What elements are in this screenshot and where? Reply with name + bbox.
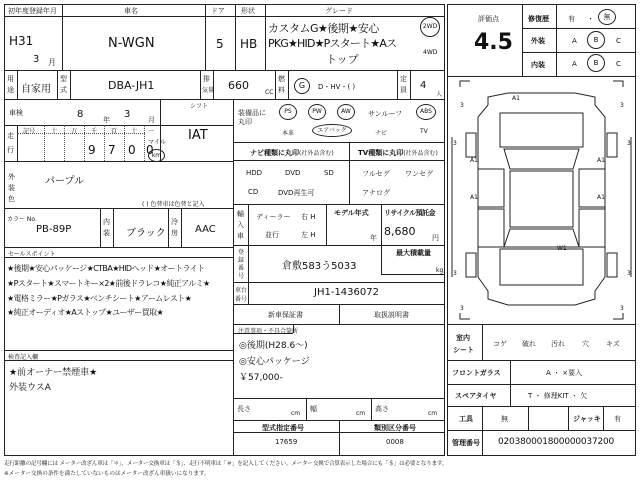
import-dealer: ディーラー	[256, 213, 291, 221]
class-number: 0008	[386, 438, 404, 446]
mileage-header-2: 万	[71, 128, 78, 135]
max-load-label: 最大積載量	[396, 249, 431, 257]
diagram-corner-1: 3	[460, 102, 464, 109]
diagram-mark-a1-right-1: A1	[597, 157, 605, 164]
body-shape: HB	[240, 37, 258, 51]
reg-number: 倉敷583う5033	[282, 261, 357, 272]
tv-header: TV種類に丸印(社外品含む)	[358, 149, 438, 157]
interior-grade-a: A	[572, 60, 577, 68]
height-label: 高さ	[375, 405, 389, 413]
option-leather: 本革	[282, 130, 295, 137]
first-reg-month: 3	[33, 54, 40, 65]
interior-label-2: 装	[103, 229, 110, 237]
option-tv: TV	[420, 128, 428, 135]
owners-manual: 取扱説明書	[374, 311, 409, 319]
car-name: N-WGN	[108, 36, 155, 51]
reg-label-4: 号	[238, 273, 245, 280]
defect-line-1: ◎後期(H28.6～)	[239, 341, 308, 351]
capacity-unit: 人	[436, 91, 443, 98]
interior-seat-label-1: 室内	[456, 334, 470, 342]
interior-grade-b-circle: B	[587, 54, 605, 72]
import-label-3: 車	[237, 232, 244, 240]
model-value: DBA-JH1	[108, 79, 155, 92]
import-right-hand: 右 H	[301, 213, 316, 221]
diagram-mark-w1: W1	[557, 245, 567, 252]
exterior-grade-a: A	[572, 37, 577, 45]
chassis-label-2: 番号	[235, 296, 248, 303]
reg-label-3: 番	[238, 265, 245, 272]
shape-label: 形状	[241, 7, 255, 15]
spare-tire-label: スペアタイヤ	[455, 392, 497, 400]
inspection-year: 8	[77, 109, 84, 120]
mileage-header-4: 百	[111, 128, 118, 135]
score-label: 評価点	[478, 15, 499, 23]
import-label-1: 輸	[237, 210, 244, 218]
recycle-unit: 円	[432, 234, 439, 242]
diagram-corner-5: 3	[453, 270, 457, 277]
reg-label-1: 登	[238, 249, 245, 256]
color-code-label: カラー No.	[7, 216, 37, 223]
color-code: PB-89P	[36, 224, 72, 235]
drive-2wd-circle: 2WD	[420, 17, 440, 37]
displacement-label-1: 排	[203, 75, 210, 83]
grade-line-2: PKG★HID★Pスタート★Aス	[268, 37, 397, 50]
diagram-corner-8: 3	[620, 305, 624, 312]
front-glass-value: A ・ ×要入	[546, 369, 583, 377]
chassis-number: JH1-1436072	[314, 287, 379, 298]
option-sunroof: サンルーフ	[368, 110, 403, 118]
seat-item-stain: 汚れ	[551, 340, 565, 348]
repair-yes: 有	[568, 15, 575, 23]
nav-hdd: HDD	[246, 169, 263, 177]
mileage-header-6: 一	[148, 128, 155, 135]
footer-line-1: 走行距離の記号欄には メーター改ざん車は「＊」、メーター交換車は「＄」、走行不明車は「＃」を記入してください。メーター交換で合算表示した場合にも「＄」は必要となります。	[4, 461, 448, 467]
nav-sd: SD	[324, 169, 334, 177]
height-unit: cm	[428, 410, 438, 417]
usage-value: 自家用	[21, 84, 51, 95]
drive-4wd: 4WD	[423, 49, 438, 56]
mileage-header-5: 十	[131, 128, 138, 135]
mileage-digit-4: 7	[108, 143, 116, 157]
displacement-value: 660	[228, 79, 249, 92]
usage-label-1: 用	[7, 75, 14, 83]
defect-label: 注意事項・不具合箇所	[238, 328, 299, 335]
door-label: ドア	[211, 7, 225, 15]
shift-label: シフト	[190, 103, 209, 110]
mileage-unit-mile: マイル	[148, 139, 166, 146]
sales-point-line-1: ★後期★安心パッケージ★CTBA★HIDヘッド★オートライト	[7, 264, 205, 273]
model-label-2: 式	[60, 86, 67, 94]
inspector-line-2: 外装ウスA	[9, 383, 51, 393]
interior-grade-c: C	[616, 60, 621, 68]
option-pw-circle: PW	[308, 104, 326, 120]
grade-line-3: トップ	[326, 53, 359, 66]
car-name-label: 車名	[124, 7, 138, 15]
displacement-unit: CC	[265, 89, 274, 96]
sales-point-line-3: ★電格ミラー★Pガラス★ベンチシート★アームレスト★	[7, 294, 192, 303]
interior-label-1: 内	[103, 218, 110, 226]
ac-label-1: 冷	[171, 218, 178, 226]
nav-header: ナビ種類に丸印(社外品含む)	[250, 149, 334, 157]
option-airbag-circle: エアバック	[312, 124, 352, 137]
first-reg-era: H31	[9, 34, 34, 48]
option-aw-circle: AW	[337, 104, 355, 120]
max-load-unit: kg	[436, 267, 444, 274]
door-count: 5	[216, 37, 224, 51]
score-value: 4.5	[474, 30, 513, 55]
interior-color: ブラック	[126, 228, 166, 239]
inspector-line-1: ★前オーナー禁煙車★	[9, 368, 98, 378]
sales-point-line-2: ★Pスタート★スマートキー×2★前後ドラレコ★純正アルミ★	[7, 279, 210, 288]
capacity-label-1: 定	[400, 75, 407, 83]
nav-dvd-play: DVD再生可	[278, 189, 315, 197]
sales-point-line-4: ★純正オーディオ★Aストップ★ユーザー買取★	[7, 308, 164, 317]
displacement-label-2: 気量	[202, 87, 215, 94]
mileage-digit-3: 9	[88, 143, 96, 157]
import-parallel: 並行	[265, 231, 279, 239]
reg-label-2: 録	[238, 257, 245, 264]
ac-label-2: 房	[171, 229, 178, 237]
first-reg-label: 初年度登録年月	[8, 7, 57, 15]
tv-fullseg: フルセグ	[362, 170, 390, 178]
front-glass-label: フロントガラス	[452, 369, 501, 377]
exterior-note: ( ) 色替車は色替と記入	[142, 201, 205, 208]
footer-line-2: ※メーター交換の条件を満たしていないものはメーター改ざん車扱いになります。	[4, 471, 210, 477]
mileage-header-1: 十	[51, 128, 58, 135]
defect-line-3: ￥57,000-	[239, 373, 283, 383]
option-ps-circle: PS	[279, 104, 297, 120]
mileage-header-0: 記号	[23, 128, 36, 135]
option-abs-circle: ABS	[416, 104, 436, 120]
diagram-corner-6: 3	[627, 270, 631, 277]
sales-points-label: セールスポイント	[8, 251, 56, 258]
inspection-month: 3	[124, 109, 131, 120]
type-number-label: 型式指定番号	[262, 424, 304, 432]
repair-separator: ・	[587, 15, 594, 23]
recycle-value: 8,680	[384, 225, 416, 238]
width-label: 幅	[310, 405, 317, 413]
seat-item-tear: 破れ	[522, 340, 536, 348]
fuel-g-circle: G	[294, 78, 310, 94]
width-unit: cm	[356, 410, 366, 417]
ac-value: AAC	[195, 224, 216, 235]
diagram-mark-a1-front-left: A1	[512, 95, 520, 102]
nav-cd: CD	[248, 188, 259, 196]
usage-label-2: 途	[7, 86, 14, 94]
defect-line-2: ◎安心パッケージ	[239, 357, 310, 367]
chassis-label-1: 車台	[235, 287, 248, 294]
exterior-label-2: 装	[8, 184, 15, 192]
mileage-header-3: 千	[91, 128, 98, 135]
interior-grade-label: 内装	[531, 61, 545, 69]
mgmt-number: 020380001800000037200	[498, 437, 615, 447]
import-label-2: 入	[237, 221, 244, 229]
inspector-label: 検査記入欄	[8, 354, 39, 361]
shift-value: IAT	[188, 128, 208, 143]
grade-label: グレード	[325, 7, 353, 15]
tools-label: 工具	[459, 415, 473, 423]
diagram-mark-a1-right-2: A1	[597, 194, 605, 201]
model-label-1: 型	[60, 75, 67, 83]
diagram-corner-3: 3	[453, 140, 457, 147]
diagram-corner-4: 3	[627, 140, 631, 147]
repair-no-circle: 無	[598, 9, 616, 25]
length-label: 長さ	[237, 405, 251, 413]
length-unit: cm	[291, 410, 301, 417]
class-number-label: 類別区分番号	[374, 424, 416, 432]
seat-item-hole: 穴	[582, 340, 589, 348]
inspection-year-unit: 年	[103, 116, 110, 124]
exterior-grade-label: 外装	[531, 37, 545, 45]
type-number: 17659	[275, 438, 298, 446]
model-year-unit: 年	[370, 234, 377, 242]
exterior-color: パープル	[45, 176, 85, 187]
model-year-label: モデル年式	[334, 209, 369, 217]
tv-oneseg: ワンセグ	[405, 170, 433, 178]
jack-label: ジャッキ	[573, 415, 601, 423]
fuel-label-2: 料	[278, 86, 285, 94]
nav-dvd: DVD	[285, 169, 301, 177]
capacity-value: 4	[420, 80, 427, 91]
tools-value: 無	[501, 415, 508, 423]
jack-value: 有	[614, 415, 621, 423]
fuel-options: D・HV・( )	[318, 83, 356, 91]
first-reg-month-unit: 月	[48, 58, 56, 67]
diagram-corner-2: 3	[620, 102, 624, 109]
capacity-label-2: 員	[400, 86, 407, 94]
diagram-corner-7: 3	[460, 305, 464, 312]
exterior-grade-b-circle: B	[587, 31, 605, 49]
exterior-label-3: 色	[8, 195, 15, 203]
mgmt-number-label: 管理番号	[452, 439, 480, 447]
interior-seat-label-2: シート	[453, 346, 474, 354]
inspection-month-unit: 月	[148, 116, 155, 124]
options-label-2: 丸印	[238, 118, 252, 126]
tv-analog: アナログ	[362, 189, 390, 197]
options-label-1: 装備品に	[238, 109, 266, 117]
exterior-grade-c: C	[616, 37, 621, 45]
mileage-digit-6: 0	[146, 143, 154, 157]
fuel-label-1: 燃	[278, 75, 285, 83]
new-car-warranty: 新車保証書	[268, 311, 303, 319]
mileage-km-circle: km	[148, 149, 165, 162]
exterior-label-1: 外	[8, 173, 15, 181]
option-navi: ナビ	[375, 130, 388, 137]
repair-label: 修復歴	[528, 15, 549, 23]
mileage-digit-5: 0	[128, 143, 136, 157]
diagram-mark-a1-left-2: A1	[470, 194, 478, 201]
inspection-label: 車検	[9, 109, 23, 117]
seat-item-scratch: キズ	[606, 340, 620, 348]
grade-line-1: カスタムG★後期★安心	[268, 22, 379, 35]
spare-tire-value: T ・ 修理KIT ・ 欠	[528, 392, 588, 400]
diagram-mark-a1-left-1: A1	[470, 157, 478, 164]
seat-item-burn: コゲ	[493, 340, 507, 348]
recycle-label: リサイクル預託金	[384, 209, 436, 217]
import-left-hand: 左 H	[301, 231, 316, 239]
mileage-label-2: 行	[7, 146, 14, 154]
mileage-label-1: 走	[7, 132, 14, 140]
